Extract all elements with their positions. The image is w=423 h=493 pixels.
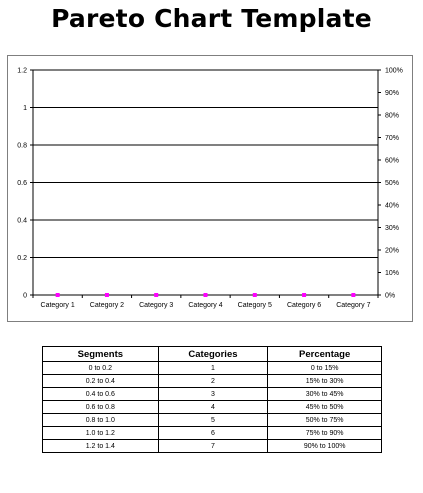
right-tick-label: 100% <box>385 67 403 75</box>
page-title: Pareto Chart Template <box>51 4 372 33</box>
right-tick-label: 70% <box>385 135 400 142</box>
left-tick-label: 0.8 <box>17 142 27 150</box>
cell-category: 4 <box>158 401 268 414</box>
cell-percentage: 50% to 75% <box>268 414 382 427</box>
left-tick-label: 0.4 <box>17 217 27 225</box>
cell-category: 2 <box>158 375 268 388</box>
cell-category: 3 <box>158 388 268 401</box>
right-tick-label: 80% <box>385 112 400 120</box>
cell-category: 6 <box>158 427 268 440</box>
x-tick-label: Category 5 <box>237 302 272 309</box>
cell-segment: 0 to 0.2 <box>43 362 159 375</box>
cell-percentage: 30% to 45% <box>268 388 382 401</box>
table-header-row <box>43 347 382 362</box>
right-tick-label: 10% <box>385 270 400 277</box>
cumulative-marker <box>351 293 355 297</box>
cell-percentage: 0 to 15% <box>268 362 382 375</box>
x-tick-label: Category 2 <box>89 302 125 309</box>
cell-segment: 0.6 to 0.8 <box>43 401 159 414</box>
cell-category: 1 <box>158 362 268 375</box>
right-tick-label: 40% <box>385 202 400 210</box>
x-tick-label: Category 4 <box>188 302 223 309</box>
left-tick-label: 0.6 <box>17 180 27 187</box>
header-categories: Categories <box>158 347 268 362</box>
cell-segment: 0.2 to 0.4 <box>43 375 159 388</box>
cumulative-marker <box>253 293 257 297</box>
cumulative-marker <box>204 293 208 297</box>
x-tick-label: Category 6 <box>286 302 322 309</box>
table-row <box>43 401 382 414</box>
header-segments: Segments <box>43 347 159 362</box>
right-tick-label: 50% <box>385 180 400 187</box>
left-tick-label: 1.2 <box>17 67 27 75</box>
left-tick-label: 1 <box>23 105 27 112</box>
cell-percentage: 75% to 90% <box>268 427 382 440</box>
cell-percentage: 45% to 50% <box>268 401 382 414</box>
cell-segment: 1.2 to 1.4 <box>43 440 159 453</box>
x-tick-label: Category 7 <box>336 302 371 309</box>
x-tick-label: Category 3 <box>139 302 174 309</box>
cumulative-marker <box>56 293 60 297</box>
cell-percentage: 15% to 30% <box>268 375 382 388</box>
cell-percentage: 90% to 100% <box>268 440 382 453</box>
table-row <box>43 427 382 440</box>
right-tick-label: 0% <box>385 292 396 300</box>
right-tick-label: 90% <box>385 90 400 97</box>
table-row <box>43 375 382 388</box>
left-tick-label: 0 <box>23 292 27 300</box>
right-tick-label: 60% <box>385 157 400 165</box>
left-tick-label: 0.2 <box>17 255 27 262</box>
header-percentage: Percentage <box>268 347 382 362</box>
segments-table <box>42 346 382 453</box>
table-row <box>43 362 382 375</box>
cumulative-marker <box>154 293 158 297</box>
right-tick-label: 30% <box>385 225 400 232</box>
right-tick-label: 20% <box>385 247 400 255</box>
cell-segment: 0.4 to 0.6 <box>43 388 159 401</box>
cell-category: 5 <box>158 414 268 427</box>
cell-category: 7 <box>158 440 268 453</box>
table-row <box>43 440 382 453</box>
cell-segment: 1.0 to 1.2 <box>43 427 159 440</box>
x-tick-label: Category 1 <box>40 302 75 309</box>
cell-segment: 0.8 to 1.0 <box>43 414 159 427</box>
cumulative-marker <box>302 293 306 297</box>
table-row <box>43 388 382 401</box>
cumulative-marker <box>105 293 109 297</box>
table-row <box>43 414 382 427</box>
